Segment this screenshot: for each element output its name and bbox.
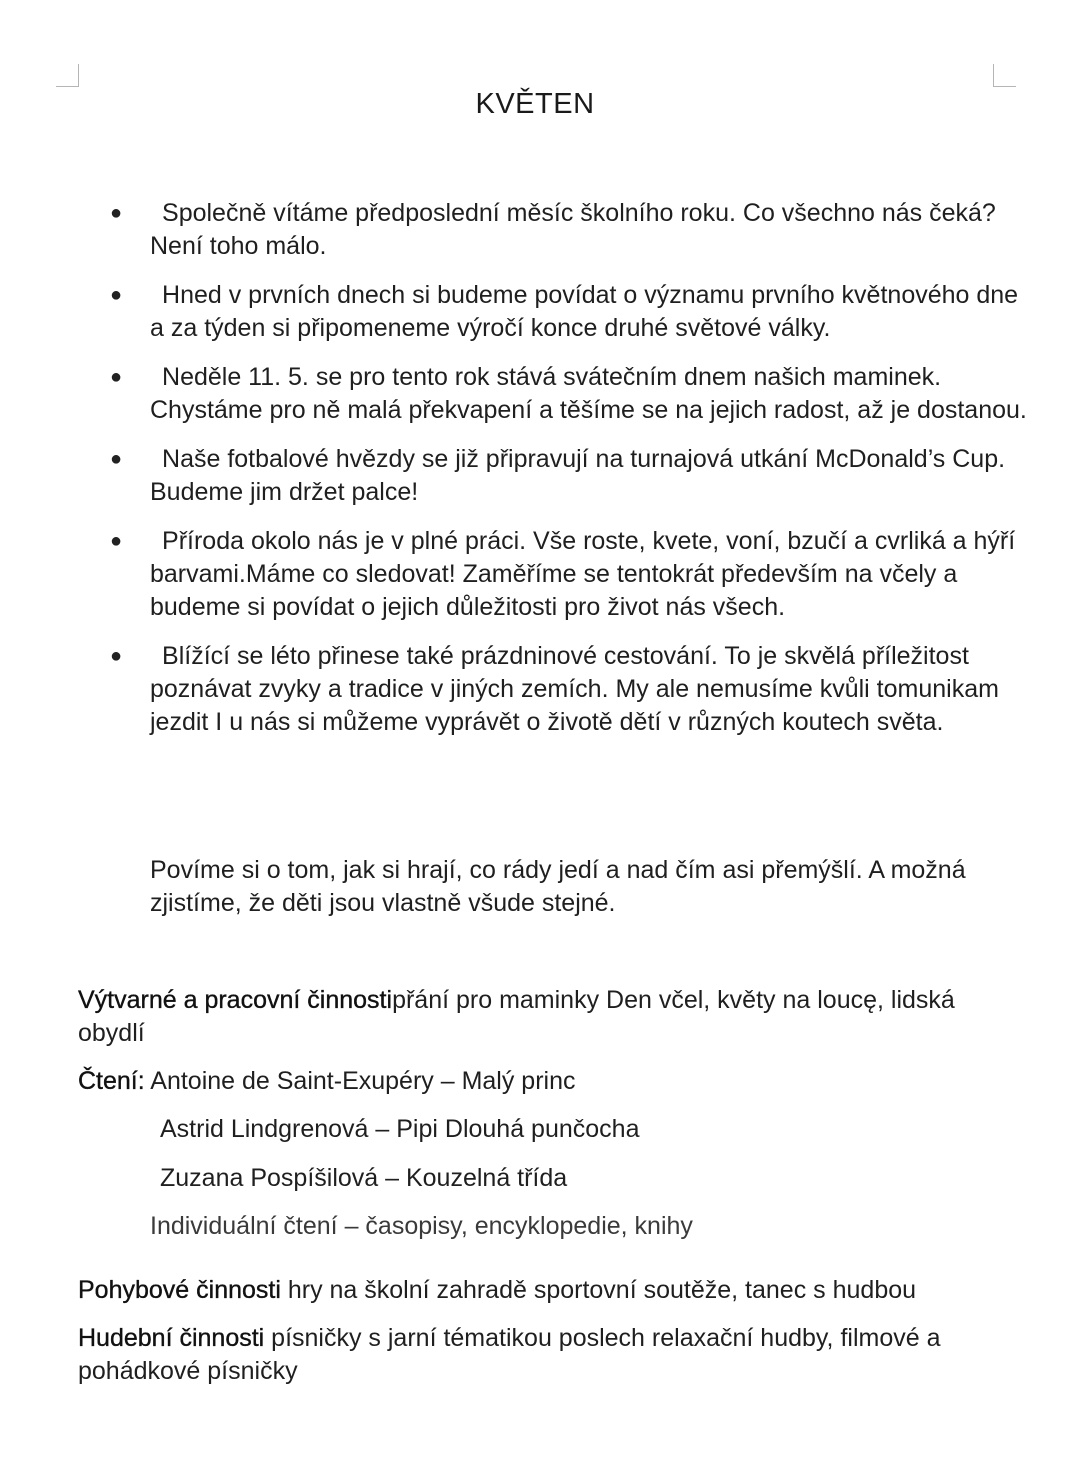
art-activities-text: přání pro maminky Den včel, květy na loucę, lidská obydlí	[78, 986, 955, 1047]
movement-section	[78, 1274, 1018, 1307]
page-corner-mark-right	[993, 64, 1016, 87]
list-item	[110, 279, 1030, 345]
list-item-text: Hned v prvních dnech si budeme povídat o významu prvního květnového dne a za týden si připomeneme výročí konce druhé světové války.	[150, 281, 1019, 342]
bullet-icon: ●	[110, 284, 123, 306]
list-item	[110, 525, 1030, 624]
list-item	[110, 443, 1030, 509]
art-activities-section	[78, 984, 1018, 1050]
list-item-text: Blížící se léto přinese také prázdninové cestování. To je skvělá příležitost poznávat zvyky a tradice v jiných zemích. My ale nemusíme kvůli tomunikam jezdit I u nás si můžeme vyprávět o životě dětí v různých koutech světa.	[150, 642, 999, 736]
art-activities-label: Výtvarné a pracovní činnosti	[78, 986, 393, 1014]
list-item	[110, 197, 1030, 263]
reading-label: Čtení:	[78, 1067, 145, 1095]
music-text: písničky s jarní tématikou poslech relaxační hudby, filmové a pohádkové písničky	[78, 1324, 941, 1385]
page-title: KVĚTEN	[475, 88, 595, 120]
reading-section	[78, 1065, 1018, 1098]
reading-individual: Individuální čtení – časopisy, encyklopedie, knihy	[150, 1212, 693, 1240]
reading-book: Astrid Lindgrenová – Pipi Dlouhá punčocha	[160, 1115, 640, 1143]
list-item	[110, 640, 1030, 739]
bullet-list	[110, 197, 1030, 755]
bullet-icon: ●	[110, 366, 123, 388]
list-item-text: Naše fotbalové hvězdy se již připravují na turnajová utkání McDonald’s Cup. Budeme jim držet palce!	[150, 445, 1006, 506]
list-item-text: Příroda okolo nás je v plné práci. Vše roste, kvete, voní, bzučí a cvrliká a hýří barvami.Máme co sledovat! Zaměříme se tentokrát především na včely a budeme si povídat o jejich důležitosti pro život nás všech.	[150, 527, 1016, 621]
movement-label: Pohybové činnosti	[78, 1276, 281, 1304]
list-item-text: Společně vítáme předposlední měsíc školního roku. Co všechno nás čeká? Není toho málo.	[150, 199, 996, 260]
page-corner-mark-left	[56, 64, 79, 87]
closing-paragraph: Povíme si o tom, jak si hrají, co rády jedí a nad čím asi přemýšlí. A možná zjistíme, že děti jsou vlastně všude stejné.	[150, 856, 966, 917]
bullet-icon: ●	[110, 202, 123, 224]
bullet-icon: ●	[110, 645, 123, 667]
movement-text: hry na školní zahradě sportovní soutěže, tanec s hudbou	[280, 1276, 917, 1304]
reading-book: Zuzana Pospíšilová – Kouzelná třída	[160, 1164, 568, 1192]
music-section	[78, 1322, 1018, 1388]
reading-first-book: Antoine de Saint-Exupéry – Malý princ	[144, 1067, 576, 1095]
list-item	[110, 361, 1030, 427]
list-item-text: Neděle 11. 5. se pro tento rok stává svátečním dnem našich maminek. Chystáme pro ně malá překvapení a těšíme se na jejich radost, až je dostanou.	[150, 363, 1027, 424]
bullet-icon: ●	[110, 530, 123, 552]
bullet-icon: ●	[110, 448, 123, 470]
music-label: Hudební činnosti	[78, 1324, 265, 1352]
